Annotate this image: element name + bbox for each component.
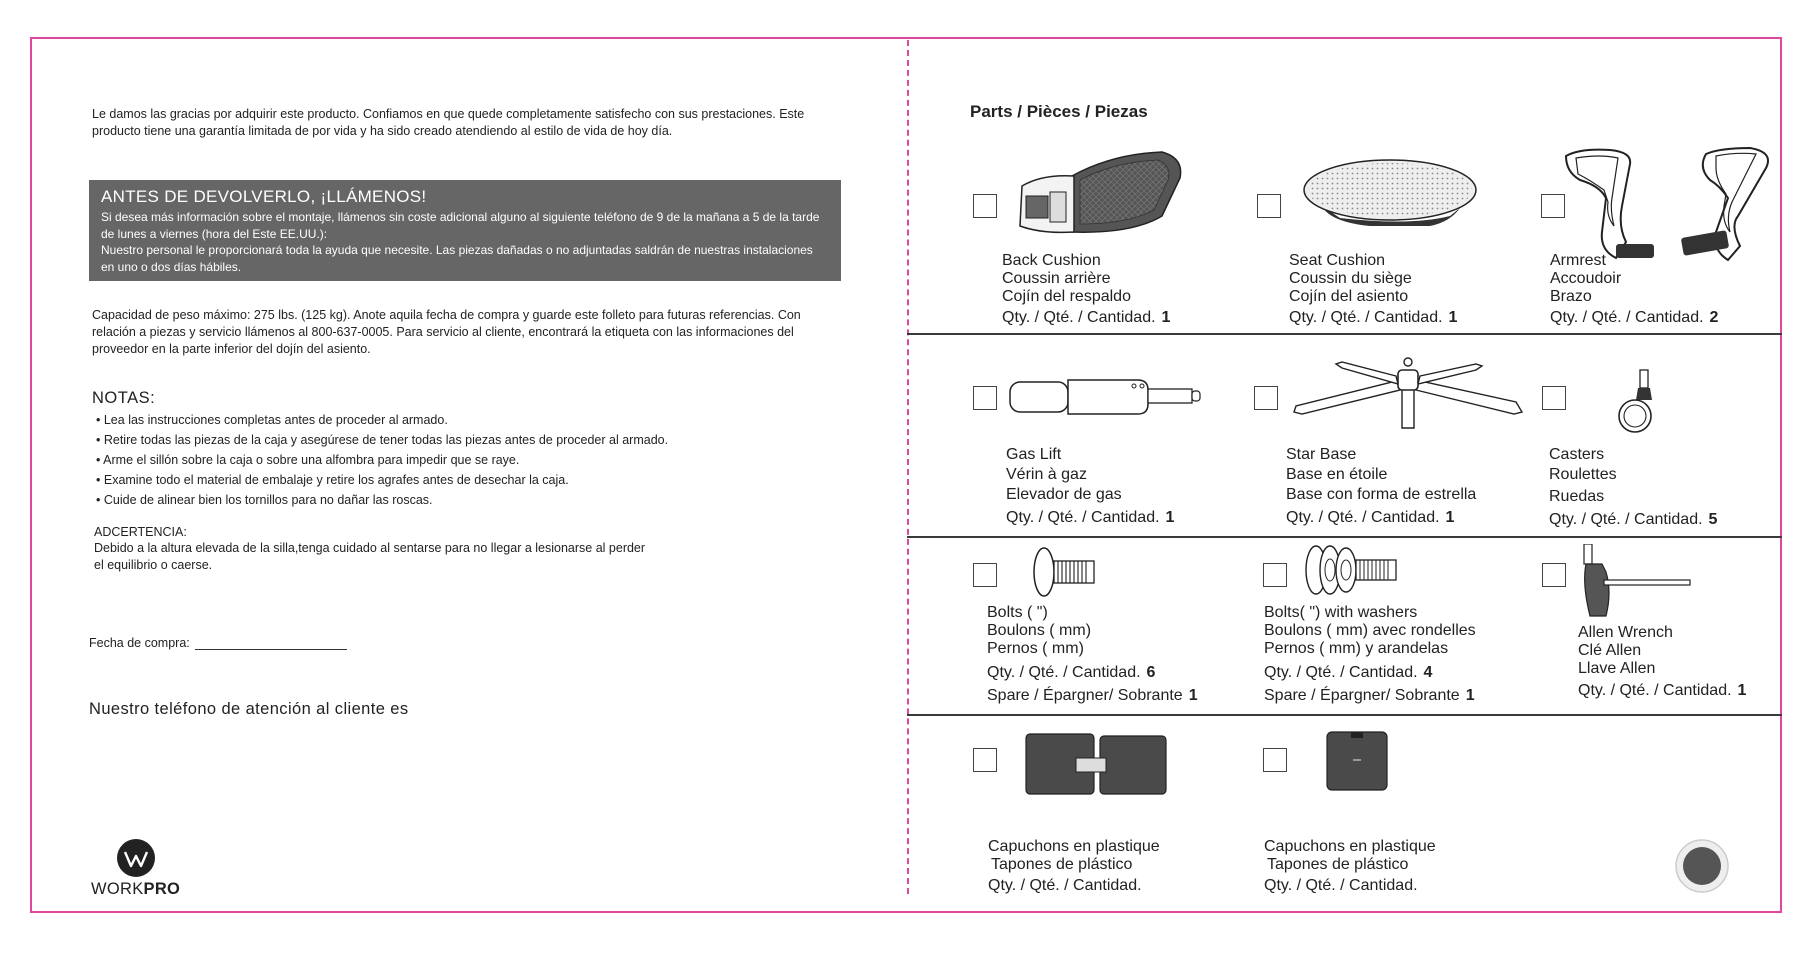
part-label-gas-lift: Gas Lift Vérin à gaz Elevador de gas Qty. / Qté. / Cantidad. 1 [1006,446,1175,526]
note-item: • Retire todas las piezas de la caja y asegúrese de tener todas las piezas antes de proceder al armado. [96,430,816,450]
plastic-cap-illustration [1325,730,1391,794]
part-checkbox-plastic-caps-b[interactable] [1263,748,1287,772]
customer-phone-text: Nuestro teléfono de atención al cliente es [89,700,409,718]
workpro-logo [91,838,187,899]
call-us-callout [89,180,841,281]
callout-line-2: Nuestro personal le proporcionará toda la ayuda que necesite. Las piezas dañadas o no adjuntadas saldrán de nuestras instalaciones en uno o dos días hábiles. [101,243,813,274]
armrest-illustration [1560,146,1775,266]
part-checkbox-star-base[interactable] [1254,386,1278,410]
purchase-date-label: Fecha de compra: [89,636,190,650]
dot-marker-icon [1674,838,1730,894]
part-label-star-base: Star Base Base en étoile Base con forma de estrella Qty. / Qté. / Cantidad. 1 [1286,446,1477,526]
note-item: • Examine todo el material de embalaje y retire los agrafes antes de desechar la caja. [96,470,816,490]
part-checkbox-bolts[interactable] [973,563,997,587]
part-label-armrest: Armrest Accoudoir Brazo Qty. / Qté. / Cantidad. 2 [1550,252,1719,326]
star-base-illustration [1290,356,1525,436]
caster-illustration [1618,368,1658,440]
intro-text: Le damos las gracias por adquirir este producto. Confiamos en que quede completamente satisfecho con sus prestaciones. Este producto tiene una garantía limitada de por vida y ha sido creado atendiendo al estilo de vida de hoy día. [92,107,805,138]
back-cushion-illustration [1012,146,1187,236]
workpro-logo-text: WORKPRO [91,880,181,898]
bolt-with-washers-illustration [1302,540,1402,600]
part-label-allen-wrench: Allen Wrench Clé Allen Llave Allen Qty. / Qté. / Cantidad. 1 [1578,624,1747,699]
seat-cushion-illustration [1300,156,1480,232]
part-checkbox-back-cushion[interactable] [973,194,997,218]
part-label-seat-cushion: Seat Cushion Coussin du siège Cojín del asiento Qty. / Qté. / Cantidad. 1 [1289,252,1458,326]
part-checkbox-allen-wrench[interactable] [1542,563,1566,587]
notes-heading: NOTAS: [92,389,156,407]
notes-list [96,410,816,510]
row-divider [907,714,1782,716]
note-item: • Arme el sillón sobre la caja o sobre una alfombra para impedir que se raye. [96,450,816,470]
part-checkbox-gas-lift[interactable] [973,386,997,410]
part-label-plastic-caps-b: Capuchons en plastique Tapones de plástico Qty. / Qté. / Cantidad. [1264,838,1436,894]
part-checkbox-plastic-caps-a[interactable] [973,748,997,772]
part-label-back-cushion: Back Cushion Coussin arrière Cojín del respaldo Qty. / Qté. / Cantidad. 1 [1002,252,1171,326]
note-item: • Lea las instrucciones completas antes de proceder al armado. [96,410,816,430]
part-label-bolts-with-washers: Bolts( ") with washers Boulons ( mm) avec rondelles Pernos ( mm) y arandelas Qty. / Qté. / Cantidad. 4 Spare / Épargner/ Sobrante 1 [1264,604,1476,704]
workpro-logo-icon [116,838,187,878]
part-label-plastic-caps-a: Capuchons en plastique Tapones de plástico Qty. / Qté. / Cantidad. [988,838,1160,894]
callout-line-1: Si desea más información sobre el montaje, llámenos sin coste adicional alguno al siguiente teléfono de 9 de la mañana a 5 de la tarde de lunes a viernes (hora del Este EE.UU.): [101,210,820,241]
part-checkbox-seat-cushion[interactable] [1257,194,1281,218]
part-checkbox-bolts-with-washers[interactable] [1263,563,1287,587]
part-checkbox-casters[interactable] [1542,386,1566,410]
warning-text: Debido a la altura elevada de la silla,tenga cuidado al sentarse para no llegar a lesionarse al perder el equilibrio o caerse. [94,541,646,572]
row-divider [907,333,1782,335]
gas-lift-illustration [1008,376,1203,420]
allen-wrench-illustration [1582,544,1692,620]
fold-line [907,40,909,894]
bolt-illustration [1032,545,1100,599]
plastic-caps-illustration [1024,732,1170,798]
part-label-casters: Casters Roulettes Ruedas Qty. / Qté. / Cantidad. 5 [1549,446,1718,528]
row-divider [907,536,1782,538]
note-item: • Cuide de alinear bien los tornillos para no dañar las roscas. [96,490,816,510]
callout-heading: ANTES DE DEVOLVERLO, ¡LLÁMENOS! [101,187,427,206]
parts-title: Parts / Pièces / Piezas [970,102,1148,121]
warning-heading: ADCERTENCIA: [94,525,187,539]
capacity-text: Capacidad de peso máximo: 275 lbs. (125 kg). Anote aquila fecha de compra y guarde este folleto para futuras referencias. Con relación a piezas y servicio llámenos al 800-637-0005. Para servicio al cliente, encontrará la etiqueta con las informaciones del proveedor en la parte inferior del dojín del asiento. [92,308,801,356]
purchase-date-line [195,649,347,650]
part-label-bolts: Bolts ( ") Boulons ( mm) Pernos ( mm) Qty. / Qté. / Cantidad. 6 Spare / Épargner/ Sobrante 1 [987,604,1198,704]
